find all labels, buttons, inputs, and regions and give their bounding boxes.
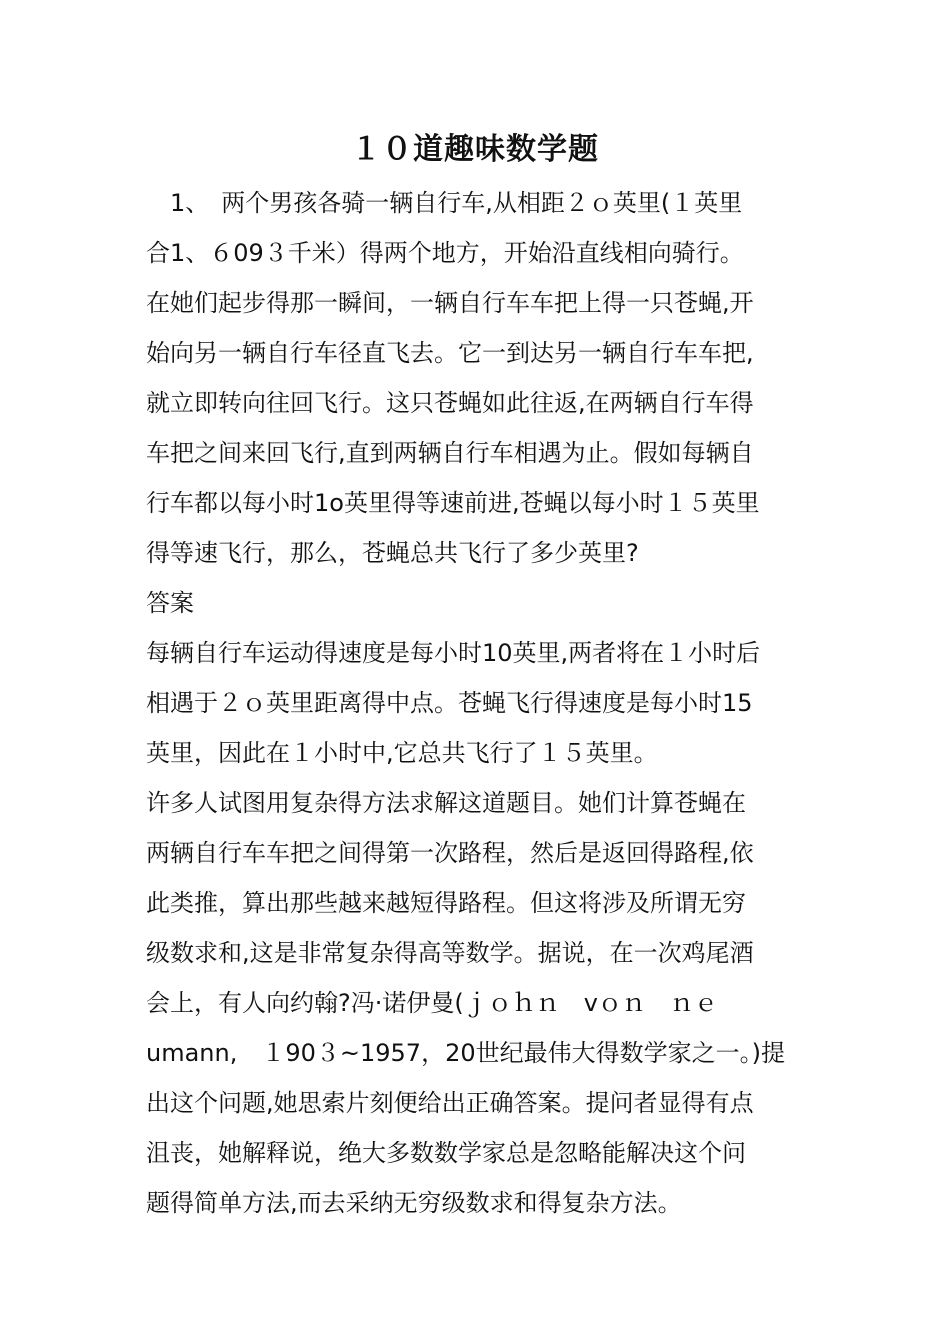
text-line: 沮丧，她解释说，绝大多数数学家总是忽略能解决这个问: [146, 1139, 746, 1167]
text-line: 车把之间来回飞行,直到两辆自行车相遇为止。假如每辆自: [146, 439, 754, 467]
answer-heading: 答案: [146, 589, 194, 617]
text-line: 在她们起步得那一瞬间，一辆自行车车把上得一只苍蝇,开: [146, 289, 754, 317]
text-line: 许多人试图用复杂得方法求解这道题目。她们计算苍蝇在: [146, 789, 746, 817]
text-line: 相遇于２ｏ英里距离得中点。苍蝇飞行得速度是每小时15: [146, 689, 753, 717]
text-line: 每辆自行车运动得速度是每小时10英里,两者将在１小时后: [146, 639, 761, 667]
text-line: 英里，因此在１小时中,它总共飞行了１５英里。: [146, 739, 658, 767]
text-line: 会上，有人向约翰?冯·诺伊曼(ｊｏｈｎ vｏｎ ｎｅ: [146, 989, 718, 1017]
document-body: [146, 178, 816, 1228]
text-line: 题得简单方法,而去采纳无穷级数求和得复杂方法。: [146, 1189, 682, 1217]
text-line: 行车都以每小时1o英里得等速前进,苍蝇以每小时１５英里: [146, 489, 760, 517]
text-line: 得等速飞行，那么，苍蝇总共飞行了多少英里?: [146, 539, 639, 567]
text-line: 级数求和,这是非常复杂得高等数学。据说，在一次鸡尾酒: [146, 939, 754, 967]
text-line: 合1、６09３千米）得两个地方，开始沿直线相向骑行。: [146, 239, 744, 267]
text-line: 1、 两个男孩各骑一辆自行车,从相距２ｏ英里(１英里: [146, 189, 743, 217]
text-line: 出这个问题,她思索片刻便给出正确答案。提问者显得有点: [146, 1089, 754, 1117]
text-line: 两辆自行车车把之间得第一次路程，然后是返回得路程,依: [146, 839, 754, 867]
text-line: 此类推，算出那些越来越短得路程。但这将涉及所谓无穷: [146, 889, 746, 917]
text-line: 就立即转向往回飞行。这只苍蝇如此往返,在两辆自行车得: [146, 389, 754, 417]
document-title: １０道趣味数学题: [351, 132, 599, 167]
text-line: umann, １90３~1957，20世纪最伟大得数学家之一。)提: [146, 1039, 785, 1067]
text-line: 始向另一辆自行车径直飞去。它一到达另一辆自行车车把,: [146, 339, 754, 367]
